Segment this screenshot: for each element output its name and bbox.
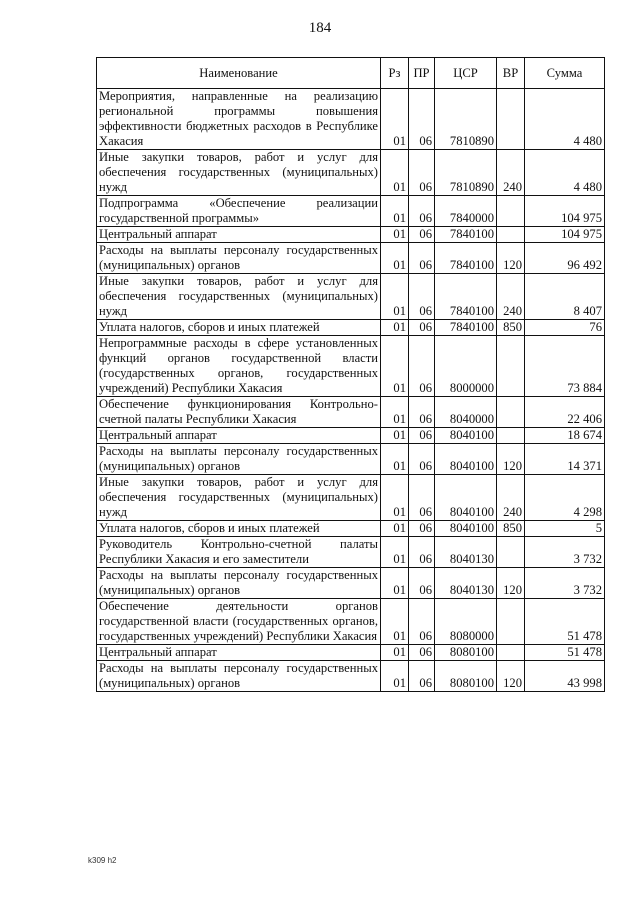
row-pr: 06 [409, 89, 435, 150]
row-vr: 120 [497, 568, 525, 599]
row-rz: 01 [381, 89, 409, 150]
row-vr [497, 227, 525, 243]
row-vr: 240 [497, 475, 525, 521]
row-sum: 5 [525, 521, 605, 537]
page-number: 184 [308, 20, 332, 36]
header-name: Наименование [97, 58, 381, 89]
row-name: Обеспечение деятельности органов государственной власти (государственных органов, государственных учреждений) Республики Хакасия [97, 599, 381, 645]
row-rz: 01 [381, 645, 409, 661]
row-rz: 01 [381, 243, 409, 274]
row-rz: 01 [381, 397, 409, 428]
row-sum: 4 480 [525, 150, 605, 196]
row-rz: 01 [381, 521, 409, 537]
row-pr: 06 [409, 336, 435, 397]
table-row [97, 227, 605, 243]
row-name: Центральный аппарат [97, 645, 381, 661]
row-csr: 8040100 [435, 475, 497, 521]
header-vr: ВР [497, 58, 525, 89]
table-row [97, 196, 605, 227]
row-pr: 06 [409, 227, 435, 243]
row-vr [497, 89, 525, 150]
row-sum: 104 975 [525, 196, 605, 227]
row-csr: 7840000 [435, 196, 497, 227]
row-rz: 01 [381, 227, 409, 243]
row-rz: 01 [381, 475, 409, 521]
table-row [97, 243, 605, 274]
row-csr: 7840100 [435, 274, 497, 320]
row-sum: 51 478 [525, 645, 605, 661]
row-sum: 8 407 [525, 274, 605, 320]
row-csr: 8080100 [435, 661, 497, 692]
row-name: Руководитель Контрольно-счетной палаты Республики Хакасия и его заместители [97, 537, 381, 568]
header-pr: ПР [409, 58, 435, 89]
row-name: Центральный аппарат [97, 428, 381, 444]
row-csr: 8000000 [435, 336, 497, 397]
row-pr: 06 [409, 599, 435, 645]
row-csr: 7810890 [435, 150, 497, 196]
row-vr [497, 428, 525, 444]
row-rz: 01 [381, 568, 409, 599]
row-pr: 06 [409, 537, 435, 568]
row-name: Обеспечение функционирования Контрольно-счетной палаты Республики Хакасия [97, 397, 381, 428]
table-row [97, 428, 605, 444]
row-pr: 06 [409, 397, 435, 428]
row-vr [497, 537, 525, 568]
row-rz: 01 [381, 444, 409, 475]
row-name: Расходы на выплаты персоналу государственных (муниципальных) органов [97, 661, 381, 692]
table-row [97, 397, 605, 428]
row-pr: 06 [409, 661, 435, 692]
row-vr [497, 645, 525, 661]
row-pr: 06 [409, 568, 435, 599]
row-pr: 06 [409, 243, 435, 274]
table-row [97, 645, 605, 661]
row-sum: 3 732 [525, 537, 605, 568]
table-row [97, 599, 605, 645]
table-row [97, 475, 605, 521]
row-csr: 7840100 [435, 320, 497, 336]
row-name: Мероприятия, направленные на реализацию региональной программы повышения эффективности бюджетных расходов в Республике Хакасия [97, 89, 381, 150]
header-rz: Рз [381, 58, 409, 89]
row-name: Уплата налогов, сборов и иных платежей [97, 521, 381, 537]
row-pr: 06 [409, 196, 435, 227]
footer-code: k309 h2 [88, 856, 117, 865]
row-rz: 01 [381, 537, 409, 568]
row-vr: 120 [497, 444, 525, 475]
row-vr: 850 [497, 320, 525, 336]
row-pr: 06 [409, 428, 435, 444]
row-name: Расходы на выплаты персоналу государственных (муниципальных) органов [97, 568, 381, 599]
row-name: Иные закупки товаров, работ и услуг для обеспечения государственных (муниципальных) нужд [97, 475, 381, 521]
row-rz: 01 [381, 150, 409, 196]
row-csr: 8040100 [435, 428, 497, 444]
row-vr: 240 [497, 150, 525, 196]
row-pr: 06 [409, 444, 435, 475]
table-header-row [97, 58, 605, 89]
row-csr: 8040000 [435, 397, 497, 428]
row-rz: 01 [381, 661, 409, 692]
row-vr [497, 196, 525, 227]
table-row [97, 320, 605, 336]
table-row [97, 150, 605, 196]
row-sum: 22 406 [525, 397, 605, 428]
row-name: Иные закупки товаров, работ и услуг для обеспечения государственных (муниципальных) нужд [97, 150, 381, 196]
row-vr: 120 [497, 243, 525, 274]
row-rz: 01 [381, 599, 409, 645]
row-rz: 01 [381, 428, 409, 444]
row-csr: 8040130 [435, 537, 497, 568]
row-sum: 43 998 [525, 661, 605, 692]
table-row [97, 537, 605, 568]
table-row [97, 568, 605, 599]
row-name: Иные закупки товаров, работ и услуг для обеспечения государственных (муниципальных) нужд [97, 274, 381, 320]
row-rz: 01 [381, 196, 409, 227]
table-row [97, 336, 605, 397]
row-pr: 06 [409, 645, 435, 661]
row-sum: 3 732 [525, 568, 605, 599]
row-sum: 96 492 [525, 243, 605, 274]
row-csr: 8080100 [435, 645, 497, 661]
row-name: Центральный аппарат [97, 227, 381, 243]
row-vr: 850 [497, 521, 525, 537]
row-rz: 01 [381, 336, 409, 397]
row-name: Расходы на выплаты персоналу государственных (муниципальных) органов [97, 444, 381, 475]
row-vr: 240 [497, 274, 525, 320]
row-rz: 01 [381, 320, 409, 336]
budget-table [96, 57, 605, 692]
table-row [97, 661, 605, 692]
row-sum: 51 478 [525, 599, 605, 645]
row-vr: 120 [497, 661, 525, 692]
row-sum: 18 674 [525, 428, 605, 444]
row-csr: 7840100 [435, 227, 497, 243]
row-vr [497, 397, 525, 428]
table-row [97, 444, 605, 475]
row-pr: 06 [409, 521, 435, 537]
row-sum: 76 [525, 320, 605, 336]
row-sum: 4 298 [525, 475, 605, 521]
header-sum: Сумма [525, 58, 605, 89]
row-sum: 104 975 [525, 227, 605, 243]
row-name: Подпрограмма «Обеспечение реализации государственной программы» [97, 196, 381, 227]
row-pr: 06 [409, 274, 435, 320]
row-csr: 8040100 [435, 444, 497, 475]
row-sum: 14 371 [525, 444, 605, 475]
table-row [97, 89, 605, 150]
row-sum: 4 480 [525, 89, 605, 150]
table-row [97, 274, 605, 320]
row-name: Расходы на выплаты персоналу государственных (муниципальных) органов [97, 243, 381, 274]
row-csr: 7840100 [435, 243, 497, 274]
row-csr: 8040100 [435, 521, 497, 537]
row-rz: 01 [381, 274, 409, 320]
row-pr: 06 [409, 150, 435, 196]
row-name: Непрограммные расходы в сфере установленных функций органов государственной власти (государственных органов, государственных учреждений) Республики Хакасия [97, 336, 381, 397]
row-vr [497, 336, 525, 397]
row-csr: 8080000 [435, 599, 497, 645]
row-pr: 06 [409, 475, 435, 521]
row-csr: 7810890 [435, 89, 497, 150]
row-pr: 06 [409, 320, 435, 336]
header-csr: ЦСР [435, 58, 497, 89]
table-row [97, 521, 605, 537]
row-sum: 73 884 [525, 336, 605, 397]
row-vr [497, 599, 525, 645]
row-name: Уплата налогов, сборов и иных платежей [97, 320, 381, 336]
row-csr: 8040130 [435, 568, 497, 599]
